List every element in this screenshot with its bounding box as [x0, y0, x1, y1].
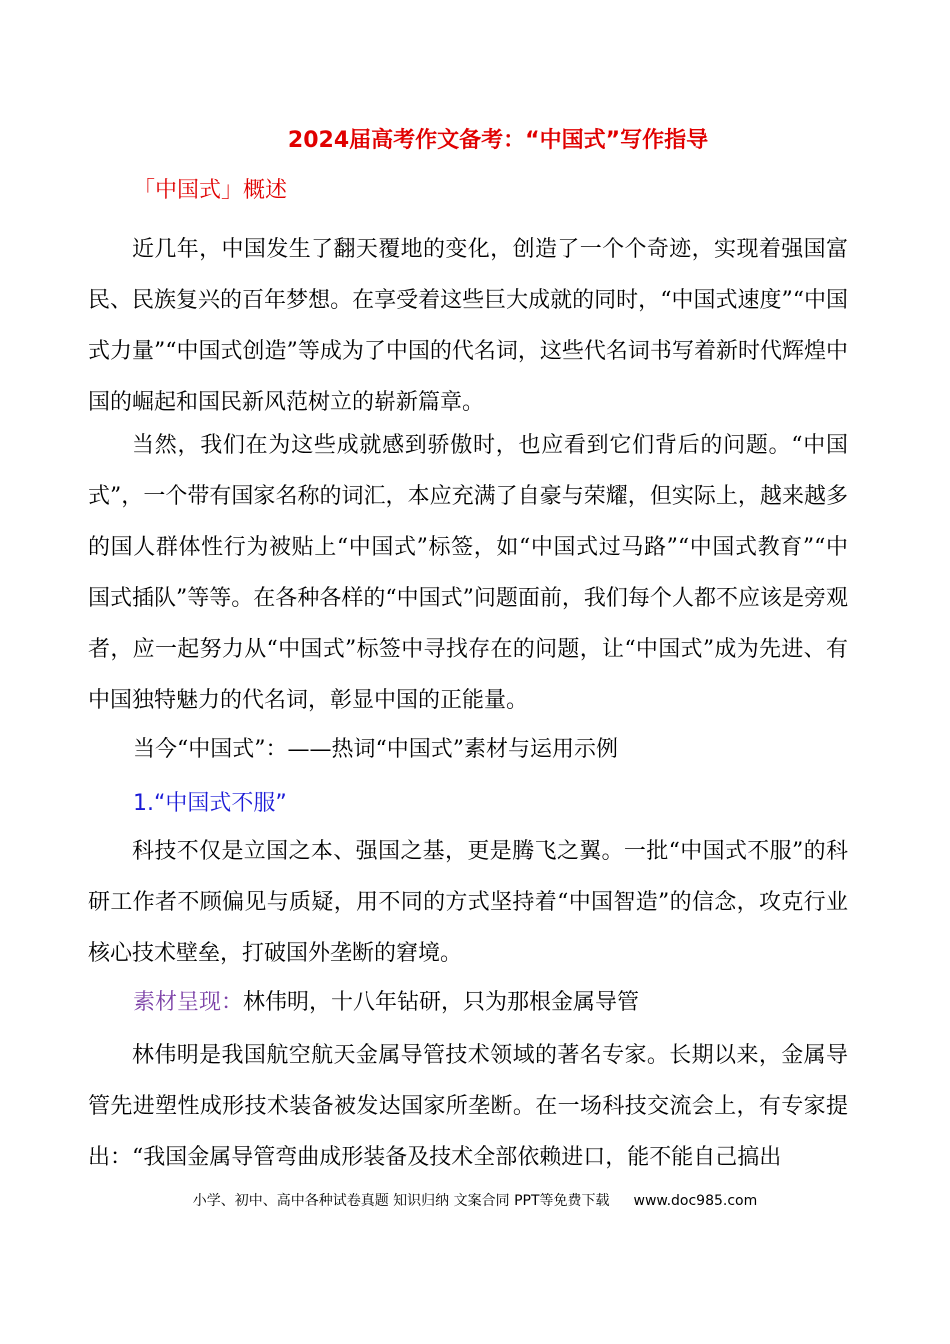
section-heading: 「中国式」概述	[133, 178, 288, 203]
item-heading: 1.“中国式不服”	[133, 791, 287, 816]
paragraph-overview-2: 当然，我们在为这些成就感到骄傲时，也应看到它们背后的问题。“中国式”，一个带有国家名称的词汇，本应充满了自豪与荣耀，但实际上，越来越多的国人群体性行为被贴上“中国式”标签，如“中国式过马路”“中国式教育”“中国式插队”等等。在各种各样的“中国式”问题面前，我们每个人都不应该是旁观者，应一起努力从“中国式”标签中寻找存在的问题，让“中国式”成为先进、有中国独特魅力的代名词，彰显中国的正能量。	[88, 433, 848, 713]
material-label: 素材呈现：	[133, 990, 244, 1015]
paragraph-material: 林伟明是我国航空航天金属导管技术领域的著名专家。长期以来，金属导管先进塑性成形技术装备被发达国家所垄断。在一场科技交流会上，有专家提出：“我国金属导管弯曲成形装备及技术全部依赖进口，能不能自己搞出	[88, 1043, 848, 1170]
page-footer	[0, 1190, 950, 1212]
document-title: 2024届高考作文备考：“中国式”写作指导	[287, 128, 709, 153]
footer-text: 小学、初中、高中各种试卷真题 知识归纳 文案合同 PPT等免费下载	[192, 1193, 610, 1209]
intro-line: 当今“中国式”：——热词“中国式”素材与运用示例	[133, 737, 618, 762]
material-text: 林伟明，十八年钻研，只为那根金属导管	[243, 990, 640, 1015]
footer-url[interactable]: www.doc985.com	[633, 1193, 758, 1209]
paragraph-overview-1: 近几年，中国发生了翻天覆地的变化，创造了一个个奇迹，实现着强国富民、民族复兴的百年梦想。在享受着这些巨大成就的同时，“中国式速度”“中国式力量”“中国式创造”等成为了中国的代名词，这些代名词书写着新时代辉煌中国的崛起和国民新风范树立的崭新篇章。	[88, 237, 848, 415]
material-line	[133, 988, 639, 1018]
paragraph-item-description: 科技不仅是立国之本、强国之基，更是腾飞之翼。一批“中国式不服”的科研工作者不顾偏见与质疑，用不同的方式坚持着“中国智造”的信念，攻克行业核心技术壁垒，打破国外垄断的窘境。	[88, 839, 848, 966]
